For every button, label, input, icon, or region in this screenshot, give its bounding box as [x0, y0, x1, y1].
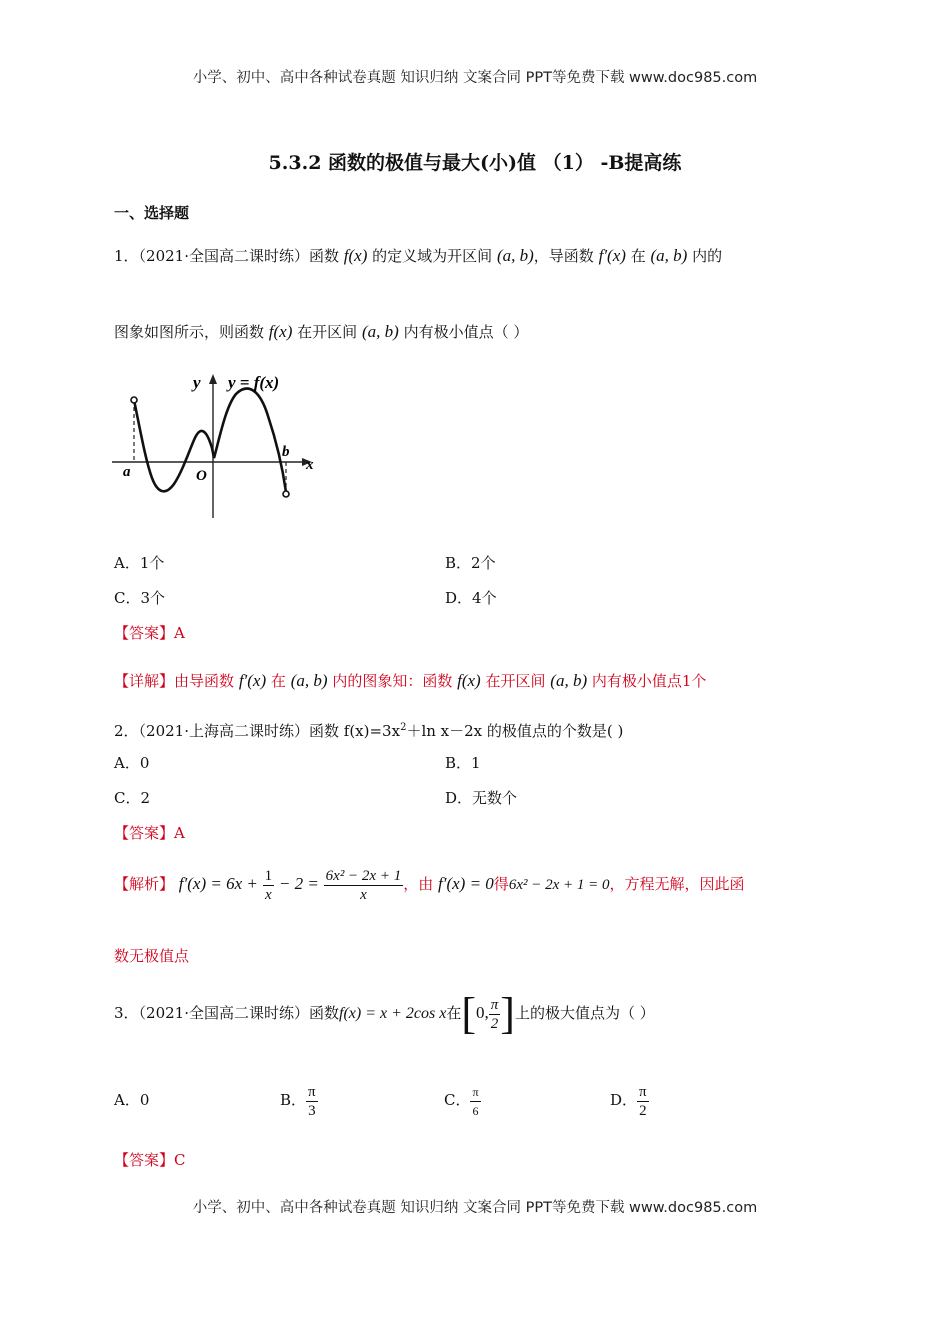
answer-label: 【答案】A [114, 624, 185, 642]
denominator: x [265, 886, 272, 903]
math-fx: f(x) [268, 322, 293, 341]
math-fx: f(x) [343, 246, 368, 265]
text: 内有极小值点（ ） [403, 323, 529, 341]
text: 函数 f(x)=3x [309, 722, 401, 740]
text: 得 [493, 875, 509, 893]
y-axis-label: y [193, 373, 201, 392]
question-1-line-2 [114, 322, 528, 342]
text: 内的图象知：函数 [332, 672, 453, 690]
text: 内有极小值点1个 [591, 672, 707, 690]
analysis-explanation [114, 862, 745, 907]
option-label: B． [280, 1091, 307, 1109]
option-b [280, 1072, 318, 1128]
question-source: （2021·全国高二课时练） [138, 247, 309, 265]
origin-label: O [196, 468, 207, 484]
text: 函数 [309, 1004, 340, 1022]
math-expression: f′(x) = 6x + [178, 874, 258, 893]
option-label: C． [444, 1091, 471, 1109]
text: 在 [270, 672, 286, 690]
math-interval-ab: (a, b) [650, 246, 688, 265]
math-interval: [0, $\frac{\pi}{2}$ ] [461, 989, 515, 1039]
text: 上的极大值点为（ ） [514, 1004, 655, 1022]
question-number: 1． [114, 247, 139, 265]
math-fprime: f′(x) [238, 671, 267, 690]
math-equation: 6x² − 2x + 1 = 0 [508, 877, 610, 893]
open-endpoint-a [131, 397, 137, 403]
footer-banner: 小学、初中、高中各种试卷真题 知识归纳 文案合同 PPT等免费下载 www.doc985.com [192, 1200, 758, 1216]
denominator: 6 [472, 1103, 479, 1118]
math-fprime: f′(x) [598, 246, 626, 265]
function-label: y = f(x) [228, 373, 280, 392]
fraction [263, 867, 275, 904]
denominator: 2 [639, 1102, 647, 1119]
math-interval-ab: (a, b) [496, 246, 534, 265]
question-2 [114, 718, 623, 741]
numerator: π [308, 1083, 316, 1100]
option-c: C．3个 [114, 589, 166, 607]
numerator: π [490, 996, 499, 1013]
option-c [444, 1072, 481, 1128]
answer-label: 【答案】A [114, 824, 185, 842]
section-heading: 一、选择题 [114, 204, 190, 222]
text: 在 [446, 1004, 462, 1022]
math-fx: f(x) [457, 671, 481, 690]
open-endpoint-b [283, 491, 289, 497]
text: ＋ln x－2x 的极值点的个数是( ) [406, 722, 624, 740]
numerator: 6x² − 2x + 1 [325, 867, 402, 884]
text: 在 [630, 247, 646, 265]
option-c: C．2 [114, 789, 151, 807]
text: 的定义域为开区间 [372, 247, 493, 265]
page-title: 5.3.2 函数的极值与最大(小)值 （1） -B提高练 [268, 152, 682, 174]
fraction [324, 867, 404, 904]
answer-label: 【答案】C [114, 1151, 186, 1169]
fraction [637, 1083, 649, 1120]
option-label: D． [610, 1091, 638, 1109]
header-banner: 小学、初中、高中各种试卷真题 知识归纳 文案合同 PPT等免费下载 www.doc985.com [192, 70, 758, 86]
math-expression: − 2 = [278, 874, 319, 893]
fraction [470, 1083, 480, 1120]
text: ，由 [403, 875, 434, 893]
point-b-label: b [282, 444, 290, 460]
denominator: 2 [490, 1015, 499, 1032]
text: ，方程无解，因此函 [609, 875, 745, 893]
option-d: D．无数个 [445, 789, 518, 807]
fraction [306, 1083, 318, 1120]
question-3 [114, 985, 655, 1042]
text: 在开区间 [297, 323, 358, 341]
derivative-graph [108, 366, 333, 524]
math-interval-ab: (a, b) [290, 671, 328, 690]
question-number: 3． [114, 1004, 139, 1022]
point-a-label: a [123, 464, 131, 480]
math-interval-ab: (a, b) [361, 322, 399, 341]
text: 由导函数 [174, 672, 235, 690]
fraction-pi-2 [489, 996, 501, 1033]
option-b: B．2个 [445, 554, 496, 572]
option-a: A．1个 [114, 554, 165, 572]
numerator: π [470, 1083, 480, 1102]
math-expression: f′(x) = 0 [438, 874, 494, 893]
analysis-continuation: 数无极值点 [114, 947, 190, 965]
detail-explanation [114, 671, 706, 691]
text: 图象如图所示，则函数 [114, 323, 265, 341]
option-d: D．4个 [445, 589, 497, 607]
option-a: A．0 [114, 1091, 150, 1109]
x-axis-label: x [306, 457, 314, 473]
superscript: 2 [400, 722, 407, 733]
question-source: （2021·全国高二课时练） [138, 1004, 309, 1022]
text: 内的 [692, 247, 723, 265]
y-axis-arrow [209, 374, 217, 384]
option-b: B．1 [445, 754, 481, 772]
math-interval-ab: (a, b) [550, 671, 588, 690]
interval-left: 0, [476, 1003, 489, 1022]
derivative-curve [134, 389, 286, 492]
text: 在开区间 [485, 672, 546, 690]
denominator: x [360, 886, 367, 903]
math-function: f(x) = x + 2cos x [339, 1005, 447, 1022]
text: 函数 [309, 247, 340, 265]
text: ，导函数 [533, 247, 594, 265]
option-d [610, 1072, 649, 1128]
numerator: 1 [264, 867, 273, 884]
denominator: 3 [308, 1102, 316, 1119]
numerator: π [639, 1083, 647, 1100]
question-1-line-1 [114, 246, 722, 266]
analysis-label: 【解析】 [114, 875, 175, 893]
option-a: A．0 [114, 754, 150, 772]
question-number: 2． [114, 722, 139, 740]
detail-label: 【详解】 [114, 672, 175, 690]
question-source: （2021·上海高二课时练） [138, 722, 309, 740]
